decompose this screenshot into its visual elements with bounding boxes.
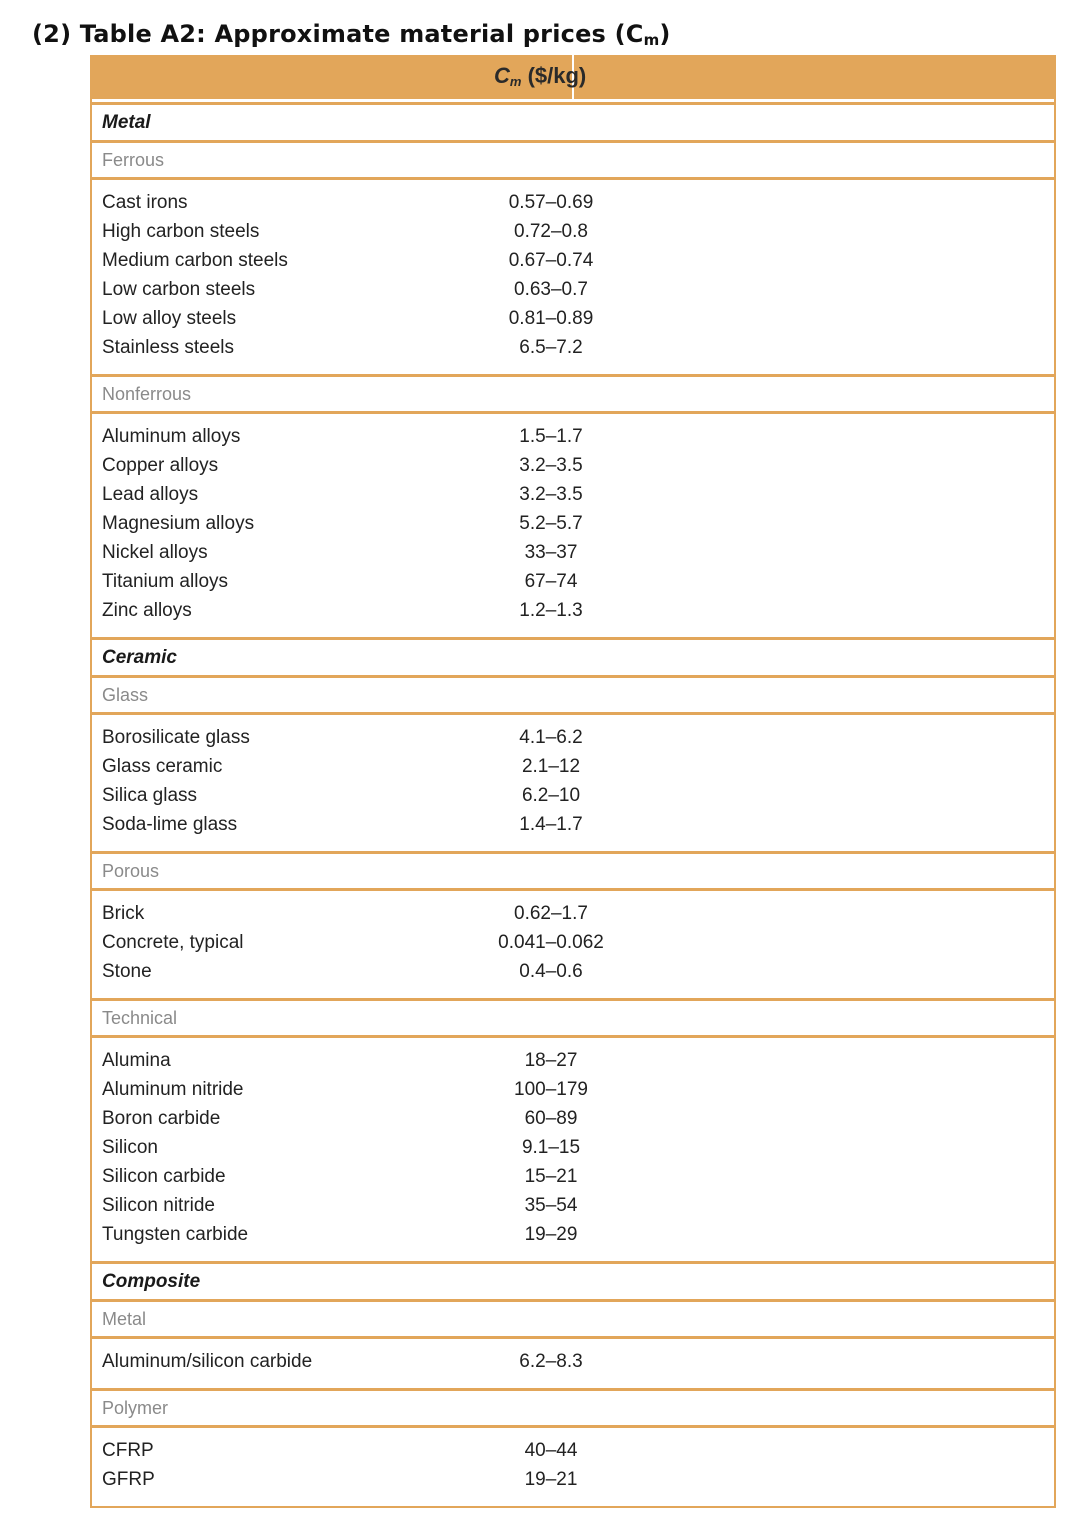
price-range: 18–27 xyxy=(524,1050,578,1071)
caption-text: (2) Table A2: Approximate material prices (C xyxy=(32,20,644,48)
table-row xyxy=(92,511,1054,540)
price-range: 1.5–1.7 xyxy=(519,426,583,447)
table-row xyxy=(92,1048,1054,1077)
price-range: 35–54 xyxy=(524,1195,578,1216)
price-range: 1.4–1.7 xyxy=(519,814,583,835)
price-range: 0.81–0.89 xyxy=(508,308,594,329)
table-row xyxy=(92,1135,1054,1164)
table-row xyxy=(92,540,1054,569)
table-row xyxy=(92,783,1054,812)
price-range: 0.63–0.7 xyxy=(514,279,588,300)
table-row xyxy=(92,812,1054,841)
price-range: 6.2–10 xyxy=(521,785,581,806)
price-range: 6.2–8.3 xyxy=(519,1351,583,1372)
material-name: Stone xyxy=(102,961,152,982)
price-range: 0.041–0.062 xyxy=(498,932,604,953)
table-caption xyxy=(32,20,671,49)
material-name: Copper alloys xyxy=(102,455,219,476)
material-name: Boron carbide xyxy=(102,1108,221,1129)
table-row xyxy=(92,930,1054,959)
material-name: Aluminum alloys xyxy=(102,426,241,447)
price-table xyxy=(90,55,1056,1508)
subcategory-row: Porous xyxy=(92,851,1054,888)
table-header xyxy=(92,55,1054,102)
material-name: Silicon xyxy=(102,1137,158,1158)
material-name: High carbon steels xyxy=(102,221,260,242)
price-range: 3.2–3.5 xyxy=(519,484,583,505)
subcategory-row: Polymer xyxy=(92,1388,1054,1425)
price-range: 5.2–5.7 xyxy=(519,513,583,534)
material-name: Silica glass xyxy=(102,785,198,806)
table-row xyxy=(92,901,1054,930)
material-name: Nickel alloys xyxy=(102,542,208,563)
price-range: 67–74 xyxy=(524,571,578,592)
category-row: Composite xyxy=(92,1261,1054,1299)
caption-subscript: m xyxy=(643,31,660,49)
material-name: Silicon carbide xyxy=(102,1166,226,1187)
price-range: 60–89 xyxy=(524,1108,578,1129)
material-name: Brick xyxy=(102,903,145,924)
price-range: 19–29 xyxy=(524,1224,578,1245)
subcategory-row: Glass xyxy=(92,675,1054,712)
material-name: Zinc alloys xyxy=(102,600,192,621)
material-name: Titanium alloys xyxy=(102,571,229,592)
table-row xyxy=(92,1349,1054,1378)
material-name: Low alloy steels xyxy=(102,308,237,329)
table-row xyxy=(92,1106,1054,1135)
table-row xyxy=(92,598,1054,627)
material-group xyxy=(92,888,1054,998)
material-name: Soda-lime glass xyxy=(102,814,238,835)
price-range: 15–21 xyxy=(524,1166,578,1187)
price-range: 2.1–12 xyxy=(521,756,581,777)
material-name: Medium carbon steels xyxy=(102,250,288,271)
caption-close: ) xyxy=(659,20,671,48)
table-row xyxy=(92,1438,1054,1467)
table-row xyxy=(92,1164,1054,1193)
table-row xyxy=(92,1077,1054,1106)
table-row xyxy=(92,959,1054,988)
subcategory-row: Nonferrous xyxy=(92,374,1054,411)
price-range: 6.5–7.2 xyxy=(519,337,583,358)
material-group xyxy=(92,1336,1054,1388)
table-row xyxy=(92,1467,1054,1496)
header-units: ($/kg) xyxy=(521,63,587,88)
price-range: 0.72–0.8 xyxy=(514,221,588,242)
material-name: Alumina xyxy=(102,1050,171,1071)
table-row xyxy=(92,248,1054,277)
table-row xyxy=(92,569,1054,598)
material-name: Glass ceramic xyxy=(102,756,223,777)
material-group xyxy=(92,1425,1054,1506)
price-range: 0.67–0.74 xyxy=(508,250,594,271)
material-name: Low carbon steels xyxy=(102,279,256,300)
table-row xyxy=(92,453,1054,482)
material-group xyxy=(92,411,1054,637)
price-column-header xyxy=(494,63,586,89)
table-row xyxy=(92,1222,1054,1251)
price-range: 19–21 xyxy=(524,1469,578,1490)
header-symbol: C xyxy=(494,63,510,88)
subcategory-row: Technical xyxy=(92,998,1054,1035)
material-name: Concrete, typical xyxy=(102,932,244,953)
table-row xyxy=(92,277,1054,306)
material-name: CFRP xyxy=(102,1440,154,1461)
price-range: 0.4–0.6 xyxy=(519,961,583,982)
table-body xyxy=(92,102,1054,1506)
material-name: Lead alloys xyxy=(102,484,199,505)
table-row xyxy=(92,482,1054,511)
material-group xyxy=(92,712,1054,851)
price-range: 100–179 xyxy=(514,1079,588,1100)
price-range: 40–44 xyxy=(524,1440,578,1461)
price-range: 9.1–15 xyxy=(521,1137,581,1158)
material-name: Stainless steels xyxy=(102,337,235,358)
price-range: 4.1–6.2 xyxy=(519,727,583,748)
material-name: Aluminum nitride xyxy=(102,1079,244,1100)
material-group xyxy=(92,1035,1054,1261)
price-range: 0.57–0.69 xyxy=(508,192,594,213)
material-name: Tungsten carbide xyxy=(102,1224,249,1245)
material-group xyxy=(92,177,1054,374)
table-row xyxy=(92,424,1054,453)
table-row xyxy=(92,190,1054,219)
price-range: 0.62–1.7 xyxy=(514,903,588,924)
price-range: 1.2–1.3 xyxy=(519,600,583,621)
subcategory-row: Ferrous xyxy=(92,140,1054,177)
table-row xyxy=(92,306,1054,335)
category-row: Metal xyxy=(92,102,1054,140)
table-row xyxy=(92,1193,1054,1222)
subcategory-row: Metal xyxy=(92,1299,1054,1336)
header-symbol-subscript: m xyxy=(509,74,522,89)
material-name: GFRP xyxy=(102,1469,155,1490)
table-row xyxy=(92,219,1054,248)
price-range: 33–37 xyxy=(524,542,578,563)
material-name: Magnesium alloys xyxy=(102,513,255,534)
material-name: Aluminum/silicon carbide xyxy=(102,1351,313,1372)
material-name: Cast irons xyxy=(102,192,188,213)
material-name: Silicon nitride xyxy=(102,1195,215,1216)
price-range: 3.2–3.5 xyxy=(519,455,583,476)
category-row: Ceramic xyxy=(92,637,1054,675)
material-name: Borosilicate glass xyxy=(102,727,250,748)
table-row xyxy=(92,725,1054,754)
table-row xyxy=(92,754,1054,783)
table-row xyxy=(92,335,1054,364)
